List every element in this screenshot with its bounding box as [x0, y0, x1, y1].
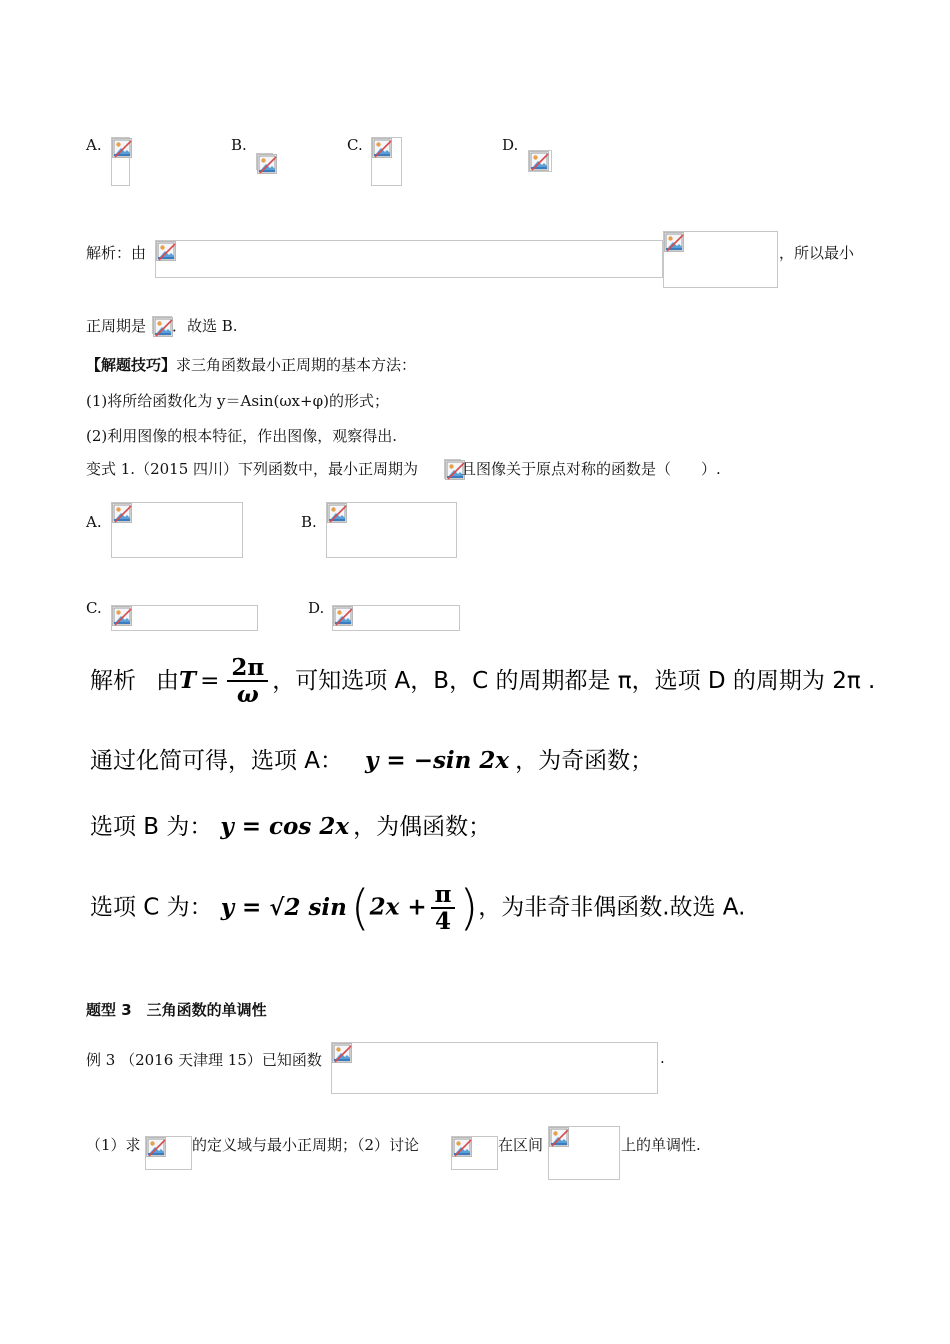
broken-image-icon — [664, 232, 684, 252]
tips-title: 【解题技巧】 — [86, 356, 177, 374]
solution-label: 解析 — [90, 667, 136, 694]
fraction-denominator: ω — [236, 681, 259, 709]
broken-image-icon — [372, 138, 392, 158]
analysis-answer: ．故选 B. — [172, 317, 238, 335]
broken-image-icon — [156, 241, 176, 261]
example-3-function-image — [331, 1042, 658, 1094]
option-a-function: y = −sin 2x — [365, 747, 510, 774]
part-2-text: 在区间 — [498, 1136, 544, 1154]
solution-line-3-text: 选项 B 为： — [90, 814, 213, 840]
broken-image-icon — [327, 503, 347, 523]
variant-option-b-image — [326, 502, 457, 558]
solution-line-3-rest: ，为偶函数； — [353, 814, 492, 840]
broken-image-icon — [112, 503, 132, 523]
example-3-end: . — [660, 1049, 665, 1067]
tips-step-1: (1)将所给函数化为 y＝Asin(ωx+φ)的形式； — [86, 392, 389, 410]
variant-period-image — [444, 459, 461, 479]
option-b-formula-image — [256, 153, 273, 170]
part-2-end: 上的单调性. — [621, 1136, 701, 1154]
broken-image-icon — [112, 606, 132, 626]
section-title: 题型 3 三角函数的单调性 — [86, 1001, 267, 1019]
solution-line-4-text: 选项 C 为： — [90, 894, 213, 921]
option-d-formula-image — [528, 150, 552, 172]
solution-line-4: 选项 C 为： y = √2 sin(2x + $\frac{\pi}{4}$ )，为非奇非偶函数.故选 A. — [90, 880, 746, 936]
option-c-formula-image — [371, 137, 402, 186]
analysis-period-text: 正周期是 — [86, 317, 147, 335]
variant-option-b-label: B. — [301, 513, 317, 531]
broken-image-icon — [549, 1127, 569, 1147]
variant-option-d-image — [332, 605, 460, 631]
solution-line-4-rest: ，为非奇非偶函数.故选 A. — [478, 894, 746, 921]
part-2-function-image — [451, 1136, 498, 1170]
analysis-prefix: 解析：由 — [86, 244, 147, 262]
variant-option-d-label: D. — [308, 599, 325, 617]
variant-question-a: 变式 1.（2015 四川）下列函数中，最小正周期为 — [86, 460, 419, 478]
period-formula-image — [152, 316, 172, 334]
part-1-prefix: （1）求 — [86, 1136, 141, 1154]
analysis-suffix: ，所以最小 — [779, 244, 855, 262]
four-denominator: 4 — [435, 908, 452, 935]
variant-question-b: 且图像关于原点对称的函数是（ ）. — [461, 460, 721, 478]
variant-option-a-label: A. — [86, 513, 102, 531]
option-b-function: y = cos 2x — [220, 813, 350, 840]
variant-option-c-image — [111, 605, 258, 631]
tips-heading — [86, 354, 416, 375]
equals-sign: = — [200, 667, 220, 694]
period-fraction — [227, 655, 268, 708]
option-b-label: B. — [231, 136, 247, 154]
broken-image-icon — [529, 151, 549, 171]
pi-numerator: π — [431, 882, 456, 909]
pi-over-4-fraction — [431, 882, 456, 935]
part-1-text: 的定义域与最小正周期；（2）讨论 — [192, 1136, 420, 1154]
solution-by: 由 — [156, 667, 179, 694]
option-c-function: y = √2 sin — [220, 893, 347, 921]
broken-image-icon — [452, 1137, 472, 1157]
solution-line-2-rest: ，为奇函数； — [515, 748, 654, 774]
solution-line-1-rest: ，可知选项 A，B，C 的周期都是 π，选项 D 的周期为 2π . — [272, 667, 876, 694]
period-symbol: T — [179, 666, 197, 694]
fraction-numerator: 2π — [227, 655, 268, 682]
broken-image-icon — [112, 138, 132, 158]
solution-line-2-text: 通过化简可得，选项 A： — [90, 748, 344, 774]
option-a-label: A. — [86, 136, 102, 154]
option-d-label: D. — [502, 136, 519, 154]
option-c-argument: 2x + — [369, 893, 427, 921]
variant-option-a-image — [111, 502, 243, 558]
example-3-text: 例 3 （2016 天津理 15）已知函数 — [86, 1051, 322, 1069]
broken-image-icon — [332, 1043, 352, 1063]
broken-image-icon — [153, 317, 173, 337]
tips-step-2: (2)利用图像的根本特征，作出图像，观察得出. — [86, 427, 398, 445]
tips-title-rest: 求三角函数最小正周期的基本方法： — [176, 356, 417, 374]
option-a-formula-image — [111, 137, 130, 186]
solution-line-3 — [90, 808, 491, 841]
solution-line-1 — [90, 655, 875, 708]
broken-image-icon — [146, 1137, 166, 1157]
option-c-label: C. — [347, 136, 363, 154]
broken-image-icon — [257, 154, 277, 174]
interval-image — [548, 1126, 620, 1180]
part-1-function-image — [145, 1136, 192, 1170]
broken-image-icon — [333, 606, 353, 626]
analysis-formula-image — [155, 240, 663, 278]
analysis-result-image — [663, 231, 778, 288]
solution-line-2 — [90, 742, 653, 775]
variant-option-c-label: C. — [86, 599, 102, 617]
